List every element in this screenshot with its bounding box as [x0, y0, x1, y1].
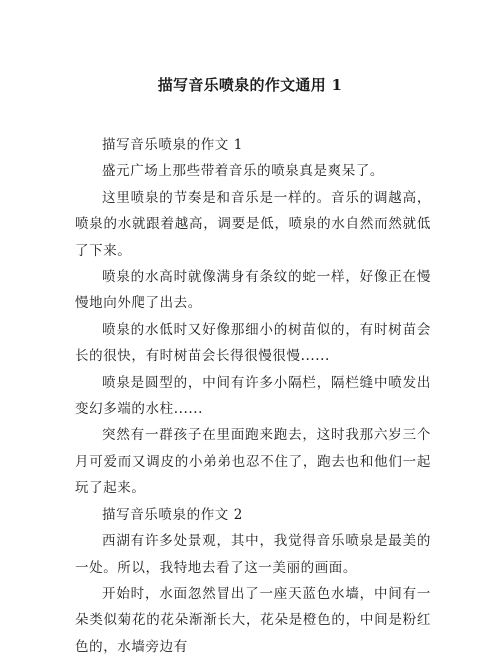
- paragraph: 这里喷泉的节奏是和音乐是一样的。音乐的调越高，喷泉的水就跟着越高，调要是低，喷泉的水自然而然就低了下来。: [75, 189, 431, 259]
- paragraph: 开始时，水面忽然冒出了一座天蓝色水墙，中间有一朵类似菊花的花朵渐渐长大，花朵是橙色的，中间是粉红色的，水墙旁边有: [75, 585, 431, 655]
- paragraph: 喷泉的水高时就像满身有条纹的蛇一样，好像正在慢慢地向外爬了出去。: [75, 269, 431, 312]
- document-title: 描写音乐喷泉的作文通用 1: [157, 76, 343, 94]
- paragraph: 喷泉是圆型的，中间有许多小隔栏，隔栏缝中喷发出变幻多端的水柱......: [75, 374, 431, 418]
- section-heading-2: 描写音乐喷泉的作文 2: [102, 506, 243, 523]
- paragraph: 突然有一群孩子在里面跑来跑去，这时我那六岁三个月可爱而又调皮的小弟弟也忍不住了，跑去也和他们一起玩了起来。: [75, 427, 431, 497]
- paragraph: 喷泉的水低时又好像那细小的树苗似的，有时树苗会长的很快，有时树苗会长得很慢很慢......: [75, 321, 431, 365]
- document-body: [75, 132, 431, 660]
- paragraph: 盛元广场上那些带着音乐的喷泉真是爽呆了。: [102, 163, 384, 180]
- paragraph: 西湖有许多处景观，其中，我觉得音乐喷泉是最美的一处。所以，我特地去看了这一美丽的画面。: [75, 533, 431, 576]
- section-heading-1: 描写音乐喷泉的作文 1: [102, 137, 243, 153]
